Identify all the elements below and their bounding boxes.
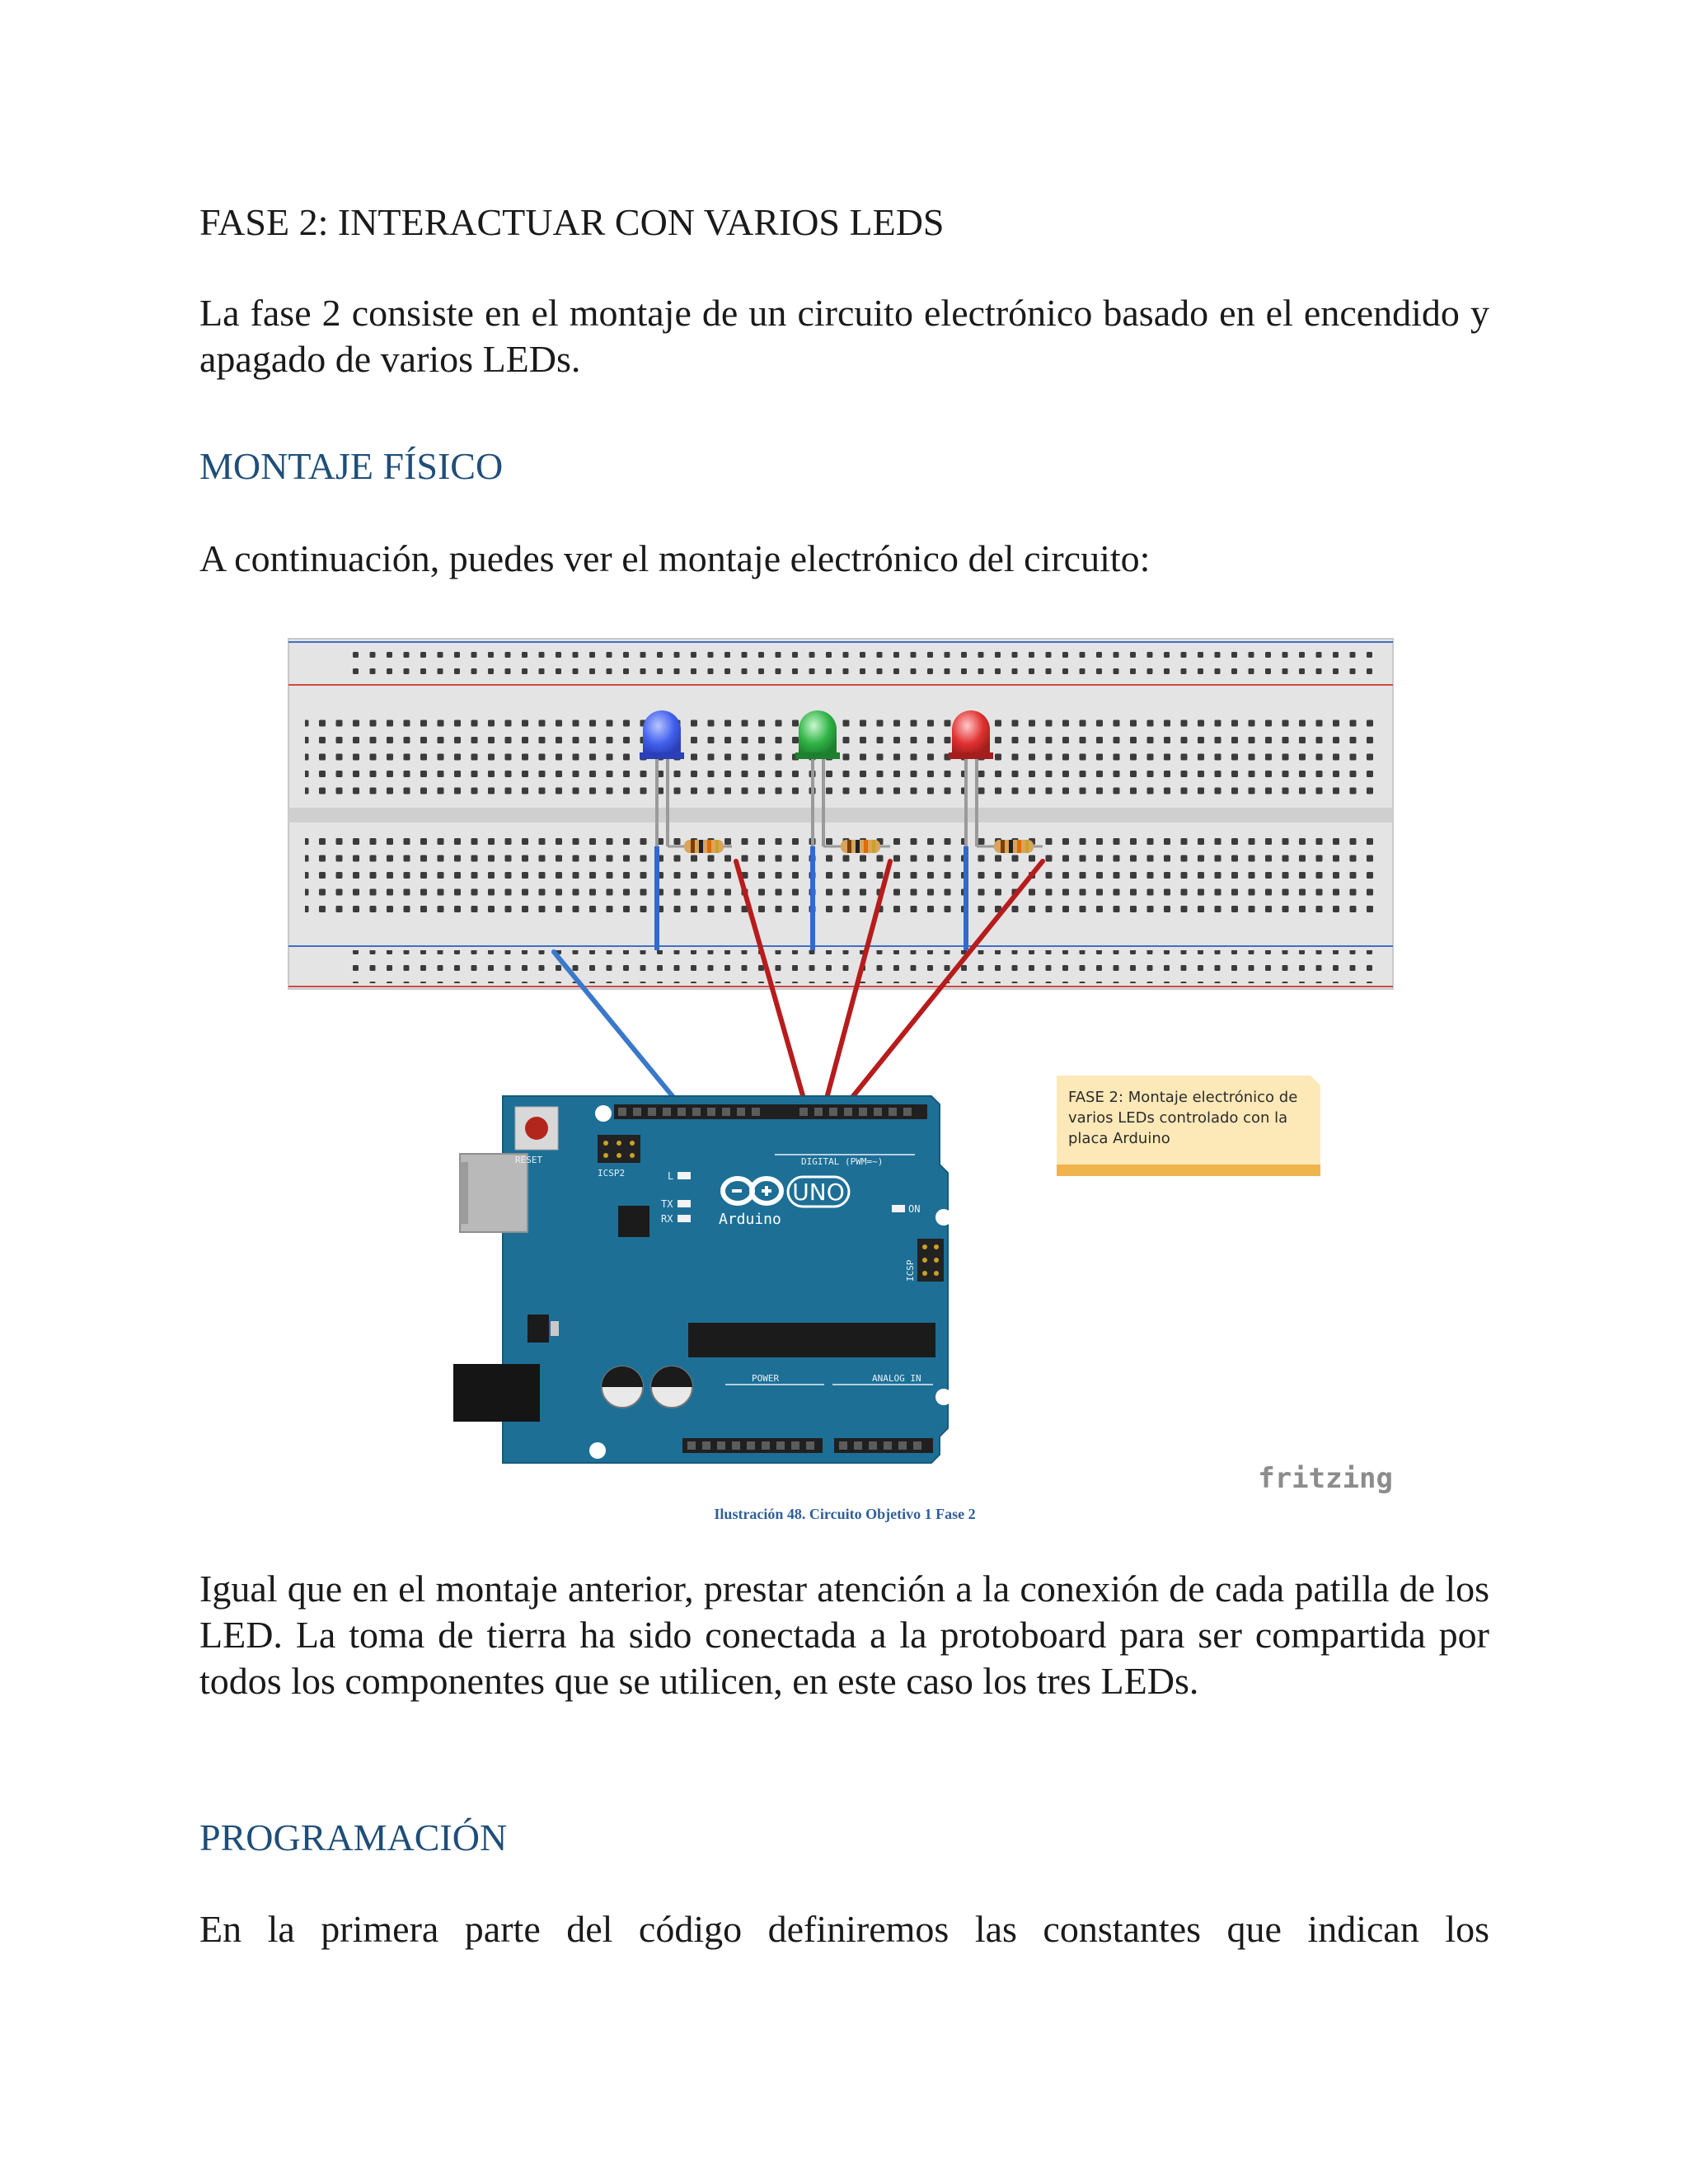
section-heading-programacion: PROGRAMACIÓN [199,1816,508,1858]
atmega-chip [688,1323,935,1357]
usb-port [460,1154,528,1232]
section-heading-montaje: MONTAJE FÍSICO [199,445,504,487]
power-jack [453,1364,540,1422]
note-line-3: placa Arduino [1068,1130,1170,1147]
board-logo-uno: UNO [792,1179,845,1206]
figure-caption: Ilustración 48. Circuito Objetivo 1 Fase 2 [714,1506,976,1522]
board-analog-label: ANALOG IN [872,1373,921,1384]
board-l-label: L [668,1170,674,1182]
paragraph-2: Igual que en el montaje anterior, prestar atención a la conexión de cada patilla de los LED. La toma de tierra ha sido conectada a la protoboard para ser compartida por todos los componentes que se utilicen, en este caso los tres LEDs. [199,1568,1489,1702]
breadboard [288,639,1393,989]
board-tx-label: TX [661,1198,673,1210]
section-montaje-text: A continuación, puedes ver el montaje electrónico del circuito: [199,537,1151,579]
board-icsp2-label: ICSP2 [598,1168,626,1179]
circuit-figure [280,630,1409,1522]
figure-note [1057,1076,1320,1176]
led-green [799,710,837,754]
note-line-1: FASE 2: Montaje electrónico de [1068,1089,1298,1106]
intro-paragraph: La fase 2 consiste en el montaje de un circuito electrónico basado en el encendido y apagado de varios LEDs. [199,292,1489,380]
circuit-illustration [280,630,1409,1504]
board-rx-label: RX [661,1213,673,1225]
led-red [952,710,990,754]
fritzing-watermark: fritzing [1258,1462,1393,1495]
section-programacion-text: En la primera parte del código definiremos las constantes que indican los [199,1908,1489,1950]
board-digital-label: DIGITAL (PWM=~) [801,1156,884,1167]
document-title: FASE 2: INTERACTUAR CON VARIOS LEDS [199,201,945,243]
note-line-2: varios LEDs controlado con la [1068,1109,1288,1127]
led-blue [643,710,681,754]
board-icsp-right-label: ICSP [905,1259,916,1282]
board-logo-name: Arduino [719,1211,781,1228]
board-reset-label: RESET [515,1155,543,1165]
arduino-uno-board [453,1096,952,1463]
board-on-label: ON [908,1203,921,1215]
board-power-label: POWER [752,1373,780,1384]
